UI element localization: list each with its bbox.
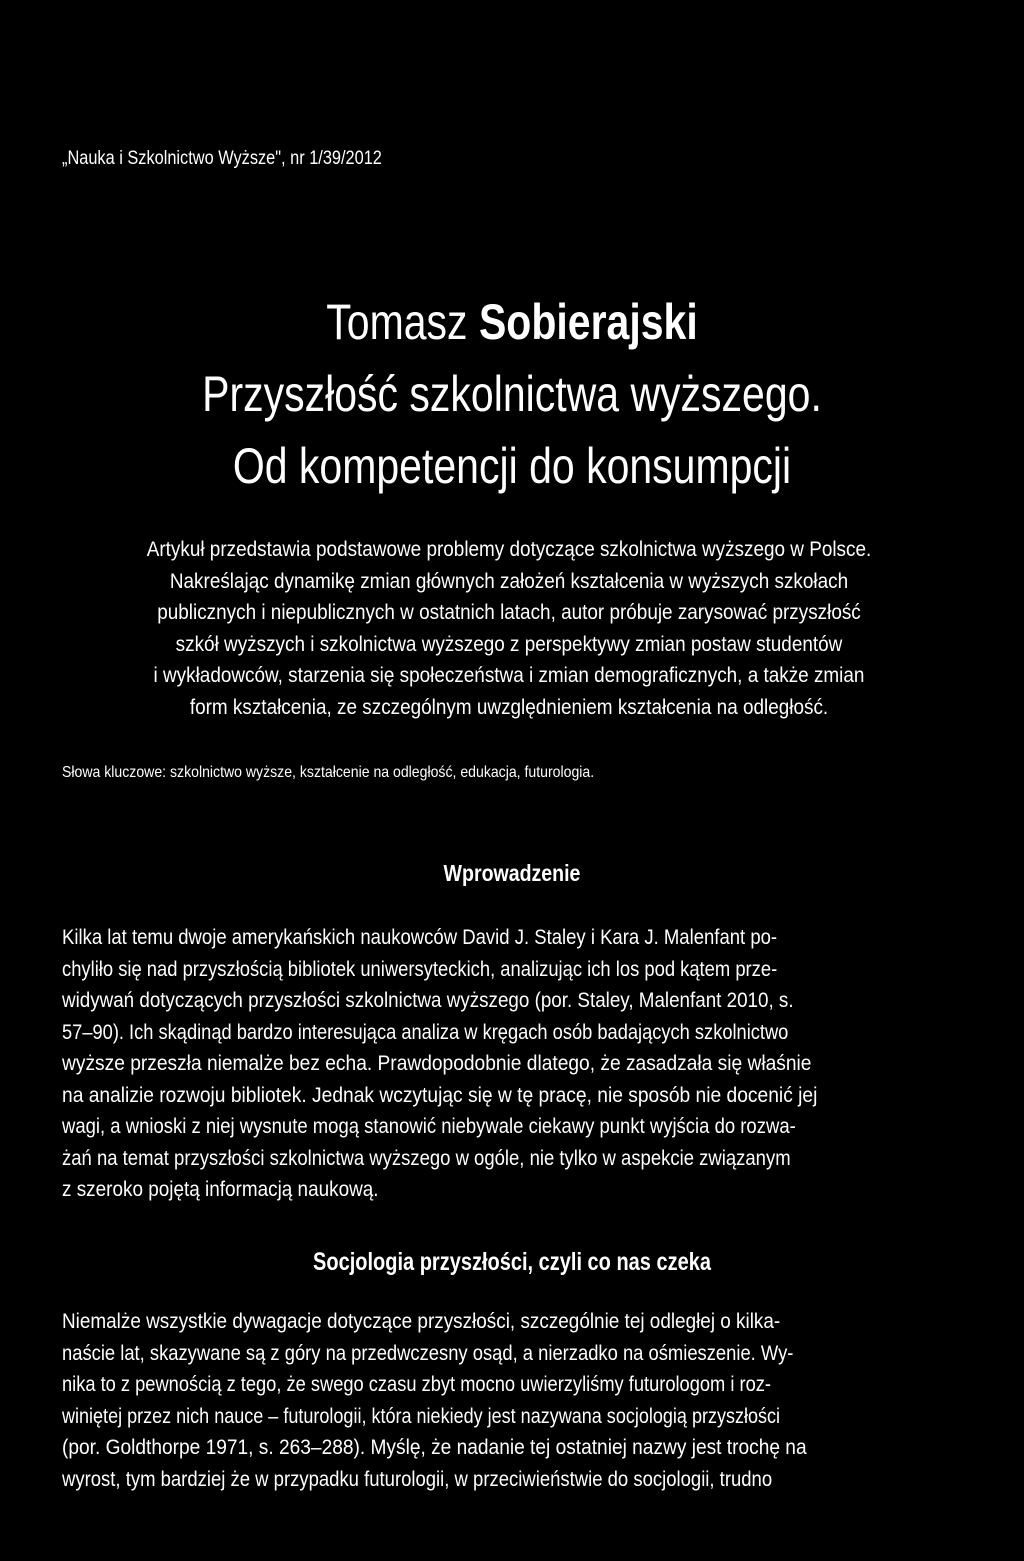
paragraph-line: nika to z pewnością z tego, że swego czasu zbyt mocno uwierzyliśmy futurologom i roz- <box>62 1372 771 1396</box>
author-first-name: Tomasz <box>326 294 468 350</box>
abstract-line: Artykuł przedstawia podstawowe problemy dotyczące szkolnictwa wyższego w Polsce. <box>146 537 872 561</box>
keywords: Słowa kluczowe: szkolnictwo wyższe, kształcenie na odległość, edukacja, futurologia. <box>62 764 595 781</box>
journal-reference: „Nauka i Szkolnictwo Wyższe", nr 1/39/2012 <box>62 148 382 169</box>
paragraph-line: z szeroko pojętą informacją naukową. <box>62 1177 379 1201</box>
paragraph-line: żań na temat przyszłości szkolnictwa wyższego w ogóle, nie tylko w aspekcie związanym <box>62 1145 791 1170</box>
abstract-line: form kształcenia, ze szczególnym uwzględnieniem kształcenia na odległość. <box>189 694 829 719</box>
section-heading-introduction: Wprowadzenie <box>443 860 581 886</box>
paragraph-line: chyliło się nad przyszłością bibliotek uniwersyteckich, analizując ich los pod kątem prze- <box>62 956 778 981</box>
paragraph-line: Niemalże wszystkie dywagacje dotyczące przyszłości, szczególnie tej odległej o kilka- <box>62 1309 781 1333</box>
paragraph-line: wyższe przeszła niemalże bez echa. Prawdopodobnie dlatego, że zasadzała się właśnie <box>62 1051 812 1075</box>
paragraph-line: winiętej przez nich nauce – futurologii, która niekiedy jest nazywana socjologią przyszłości <box>62 1403 781 1428</box>
article-title <box>0 286 1024 502</box>
sociology-paragraph <box>62 1306 934 1495</box>
paragraph-line: (por. Goldthorpe 1971, s. 263–288). Myślę, że nadanie tej ostatniej nazwy jest trochę na <box>62 1435 807 1459</box>
abstract-line: Nakreślając dynamikę zmian głównych założeń kształcenia w wyższych szkołach <box>169 568 849 593</box>
abstract <box>58 534 960 723</box>
abstract-line: szkół wyższych i szkolnictwa wyższego z perspektywy zmian postaw studentów <box>175 631 843 656</box>
author-last-name: Sobierajski <box>478 294 698 350</box>
paragraph-line: na analizie rozwoju bibliotek. Jednak wczytując się w tę pracę, nie sposób nie docenić jej <box>62 1082 818 1107</box>
introduction-paragraph <box>62 922 934 1206</box>
paragraph-line: 57–90). Ich skądinąd bardzo interesująca analiza w kręgach osób badających szkolnictwo <box>62 1019 789 1044</box>
title-line-1: Przyszłość szkolnictwa wyższego. <box>202 366 822 422</box>
abstract-line: i wykładowców, starzenia się społeczeństwa i zmian demograficznych, a także zmian <box>153 663 865 687</box>
section-heading-sociology-of-the-future: Socjologia przyszłości, czyli co nas czeka <box>313 1248 711 1276</box>
abstract-line: publicznych i niepublicznych w ostatnich latach, autor próbuje zarysować przyszłość <box>157 600 861 624</box>
paragraph-line: wagi, a wnioski z niej wysnute mogą stanowić niebywale ciekawy punkt wyjścia do rozwa- <box>62 1114 796 1138</box>
paragraph-line: wyrost, tym bardziej że w przypadku futurologii, w przeciwieństwie do socjologii, trudno <box>62 1466 773 1491</box>
paragraph-line: naście lat, skazywane są z góry na przedwczesny osąd, a nierzadko na ośmieszenie. Wy- <box>62 1340 794 1365</box>
paragraph-line: Kilka lat temu dwoje amerykańskich naukowców David J. Staley i Kara J. Malenfant po- <box>62 925 778 949</box>
author-name <box>92 286 932 358</box>
title-line-2: Od kompetencji do konsumpcji <box>232 438 792 494</box>
paragraph-line: widywań dotyczących przyszłości szkolnictwa wyższego (por. Staley, Malenfant 2010, s. <box>62 988 794 1012</box>
